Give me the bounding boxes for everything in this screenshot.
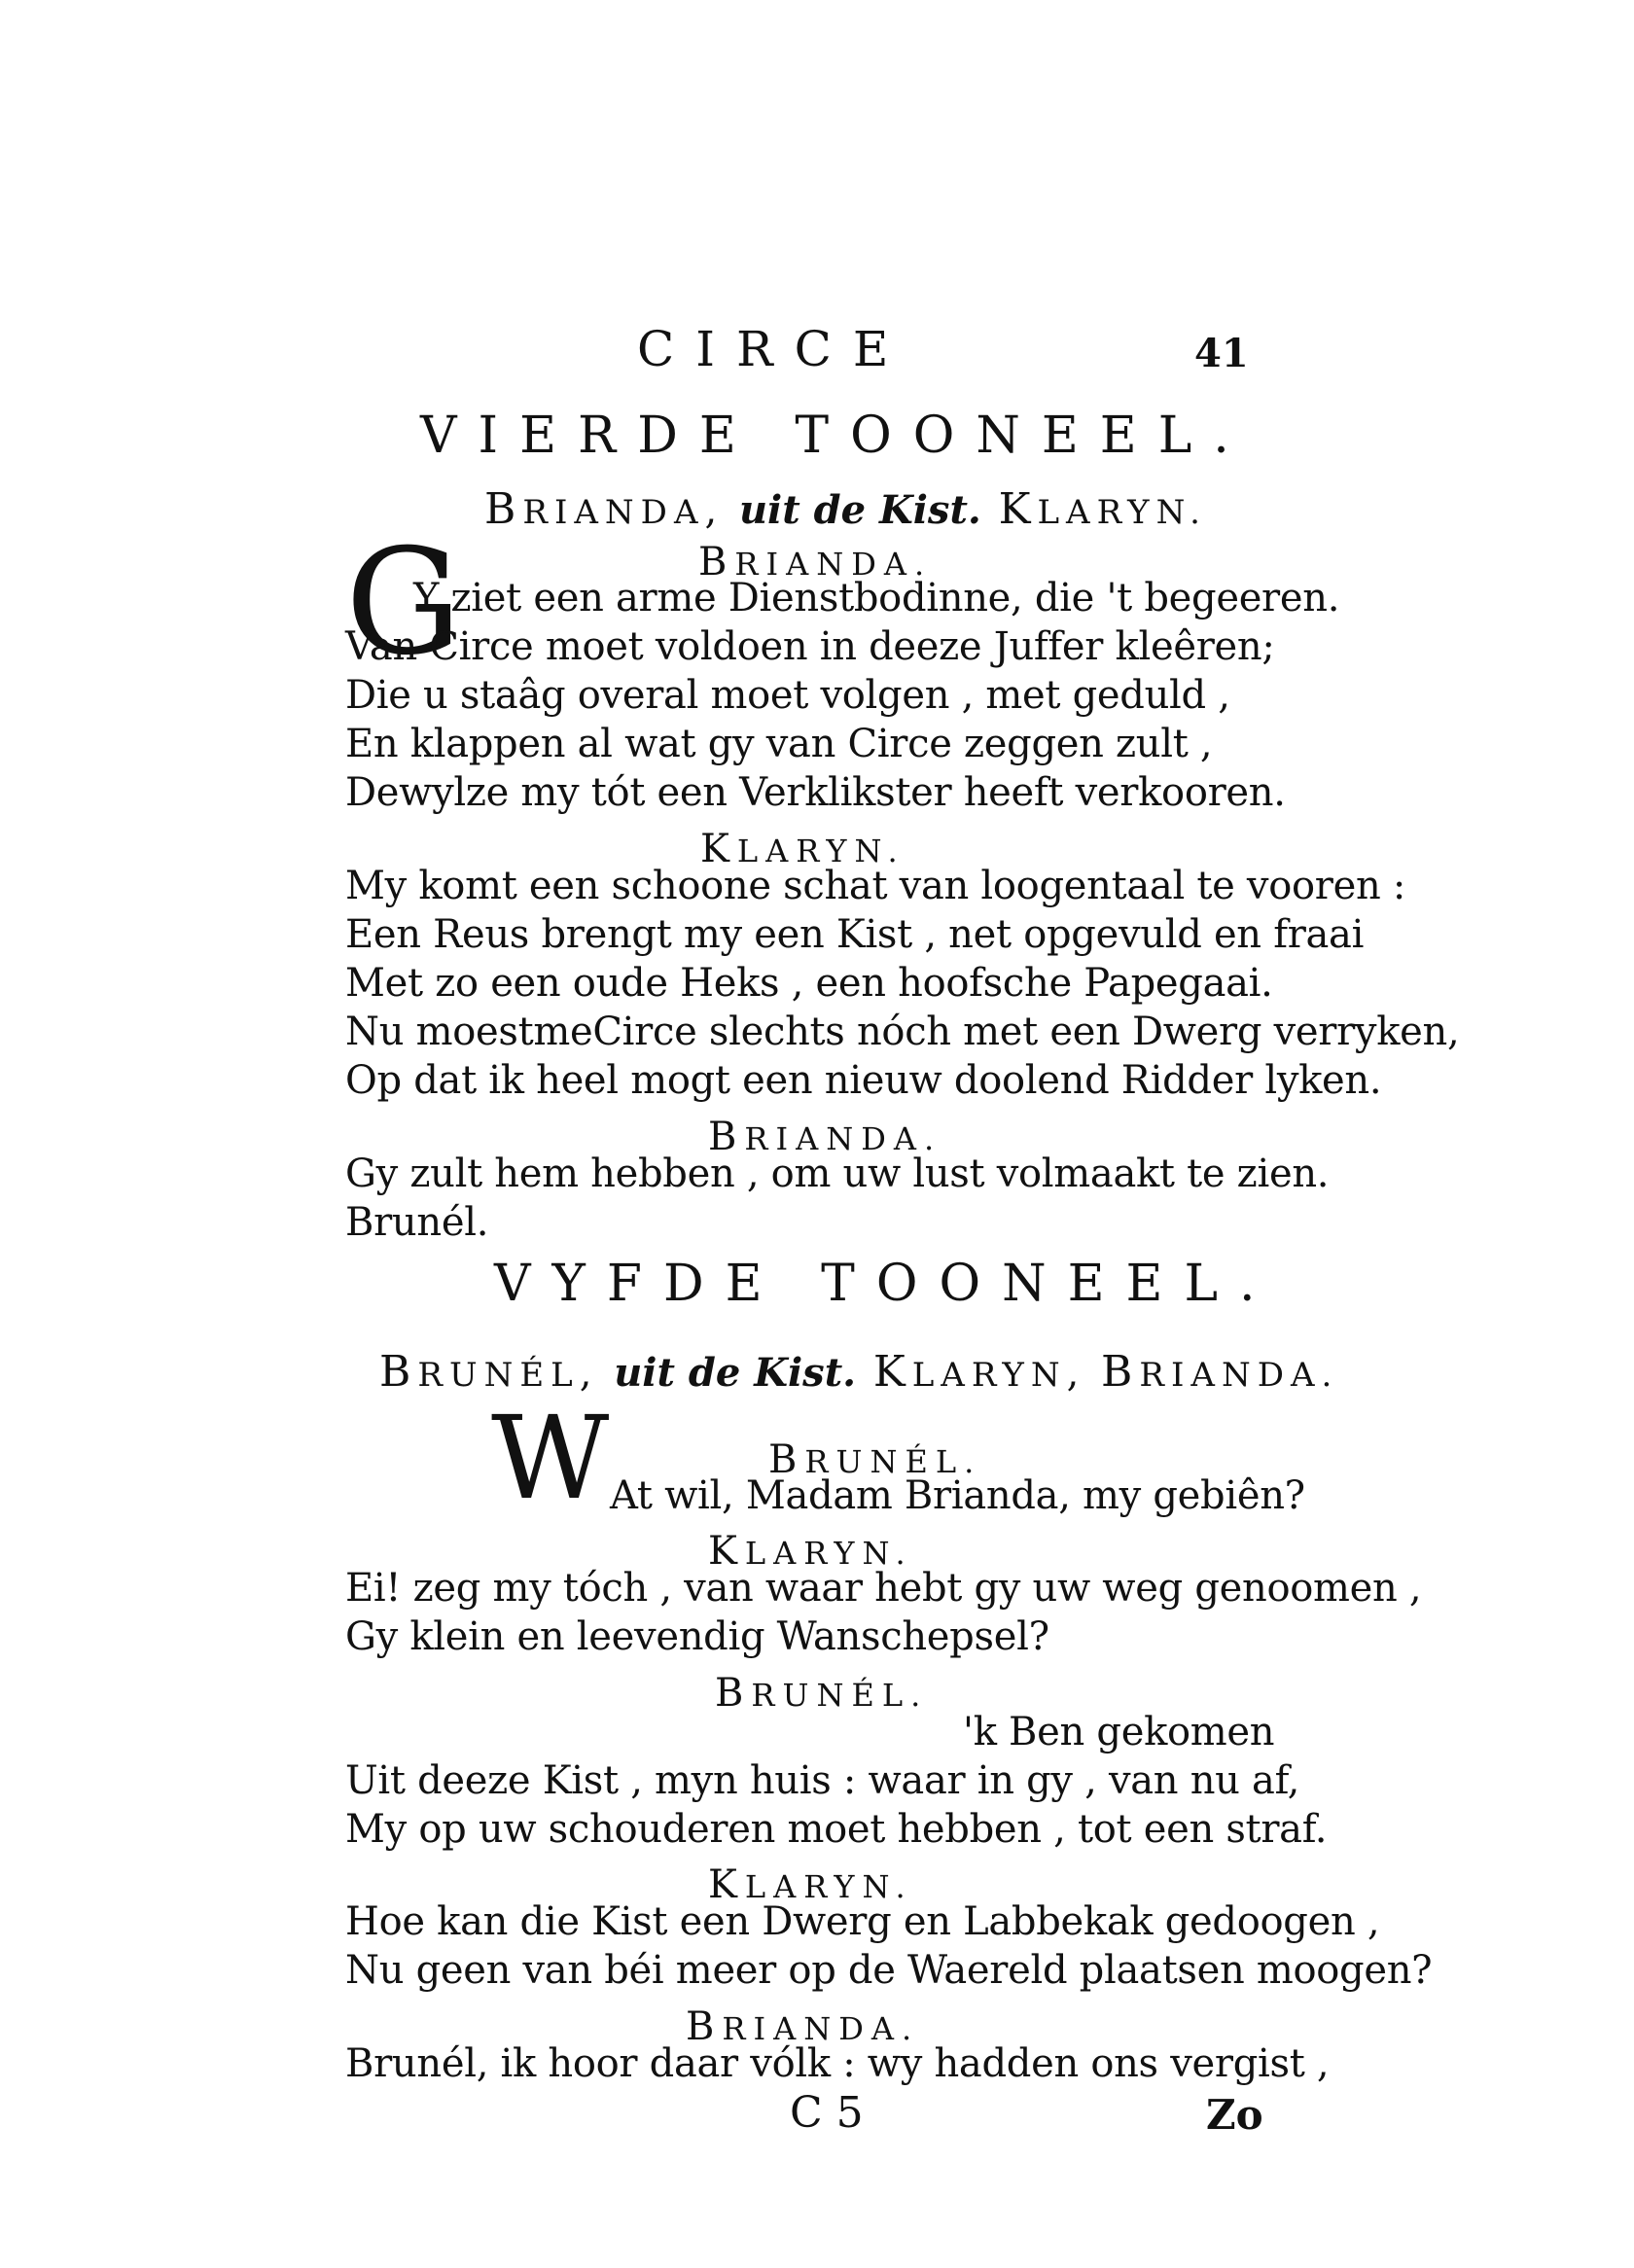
drop-capital: G — [345, 518, 462, 688]
verse-line: Nu geen van béi meer op de Waereld plaatsen moogen? — [345, 1948, 1433, 1993]
verse-line: My komt een schoone schat van loogentaal te vooren : — [345, 864, 1406, 908]
speaker-name: KLARYN. — [708, 1862, 913, 1907]
verse-line: Gy klein en leevendig Wanschepsel? — [345, 1614, 1049, 1659]
verse-line: Ei! zeg my tóch , van waar hebt gy uw weg genoomen , — [345, 1566, 1422, 1611]
cast-name: BRIANDA. — [1101, 1347, 1339, 1397]
verse-line: Op dat ik heel mogt een nieuw doolend Ridder lyken. — [345, 1058, 1382, 1103]
verse-line: At wil, Madam Brianda, my gebiên? — [610, 1473, 1305, 1518]
verse-line: My op uw schouderen moet hebben , tot een straf. — [345, 1807, 1328, 1852]
catchword: Zo — [1206, 2091, 1263, 2139]
verse-line: Brunél, ik hoor daar vólk : wy hadden ons vergist , — [345, 2041, 1330, 2086]
verse-line: Een Reus brengt my een Kist , net opgevuld en fraai — [345, 912, 1365, 957]
verse-line: Nu moestmeCirce slechts nóch met een Dwerg verryken, — [345, 1010, 1460, 1054]
stage-direction: uit de Kist. — [738, 487, 981, 533]
speaker-name: BRIANDA. — [698, 540, 933, 585]
cast-name: BRIANDA — [484, 484, 705, 534]
cast-list: BRIANDA, uit de Kist. KLARYN. — [484, 484, 1207, 534]
verse-line: En klappen al wat gy van Circe zeggen zult , — [345, 722, 1213, 766]
verse-line: Van Circe moet voldoen in deeze Juffer kleêren; — [345, 624, 1275, 669]
page-number: 41 — [1194, 331, 1249, 376]
verse-line: Die u staâg overal moet volgen , met geduld , — [345, 673, 1230, 718]
verse-line: Y ziet een arme Dienstbodinne, die 't begeeren. — [413, 576, 1340, 620]
speaker-name: BRIANDA. — [708, 1115, 942, 1159]
verse-line: Dewylze my tót een Verklikster heeft verkooren. — [345, 770, 1286, 815]
cast-name: KLARYN — [872, 1347, 1067, 1397]
verse-line: Uit deeze Kist , myn huis : waar in gy , van nu af, — [345, 1758, 1300, 1803]
speaker-name: BRUNÉL. — [715, 1671, 929, 1716]
speaker-name: KLARYN. — [700, 827, 906, 871]
running-title: CIRCE — [637, 321, 910, 377]
speaker-name: BRIANDA. — [686, 2004, 920, 2049]
verse-line: 'k Ben gekomen — [963, 1710, 1275, 1754]
speaker-name: BRUNÉL. — [768, 1437, 982, 1482]
cast-list: BRUNÉL, uit de Kist. KLARYN, BRIANDA. — [379, 1347, 1339, 1397]
signature-mark: C 5 — [790, 2088, 864, 2138]
cast-name: KLARYN. — [998, 484, 1207, 534]
verse-line: Hoe kan die Kist een Dwerg en Labbekak gedoogen , — [345, 1899, 1380, 1944]
stage-direction: uit de Kist. — [614, 1350, 857, 1396]
scene-heading: VIERDE TOONEEL. — [420, 407, 1251, 465]
scene-heading: VYFDE TOONEEL. — [494, 1255, 1277, 1313]
cast-name: BRUNÉL — [379, 1347, 580, 1397]
verse-line: Brunél. — [345, 1200, 489, 1245]
speaker-name: KLARYN. — [708, 1529, 913, 1574]
verse-line: Met zo een oude Heks , een hoofsche Papegaai. — [345, 961, 1273, 1006]
drop-capital: W — [491, 1391, 610, 1525]
verse-line: Gy zult hem hebben , om uw lust volmaakt te zien. — [345, 1152, 1330, 1196]
